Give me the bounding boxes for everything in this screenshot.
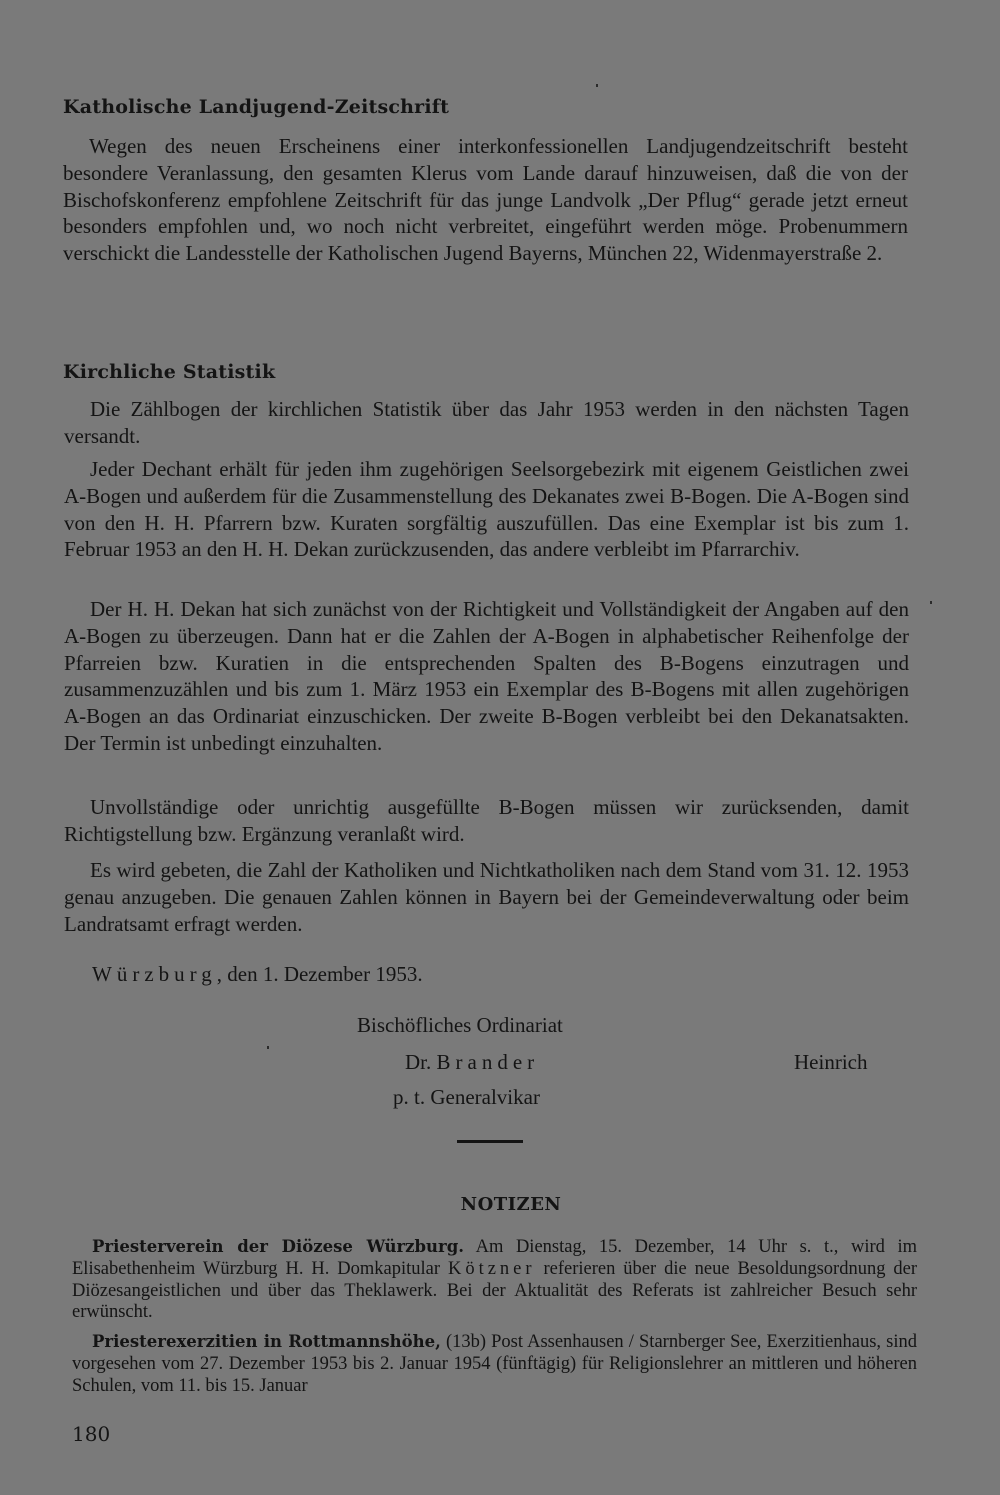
section-divider	[457, 1140, 523, 1143]
paragraph-statistik-4: Unvollständige oder unrichtig ausgefüllte B-Bogen müssen wir zurücksenden, damit Richtigstellung bzw. Ergänzung veranlaßt wird.	[64, 795, 909, 846]
page-number: 180	[72, 1422, 111, 1446]
paragraph-statistik-3: Der H. H. Dekan hat sich zunächst von der Richtigkeit und Vollständigkeit der Angaben auf den A-Bogen zu überzeugen. Dann hat er die Zahlen der A-Bogen in alphabetischer Reihenfolge der Pfarreien bzw. Kuratien in die entsprechenden Spalten des B-Bogens einzutragen und zusammenzuzählen und bis zum 1. März 1953 ein Exemplar des B-Bogens mit allen zugehörigen A-Bogen an das Ordinariat einzuschicken. Der zweite B-Bogen verbleibt bei den Dekanatsakten. Der Termin ist unbedingt einzuhalten.	[64, 597, 909, 755]
signature-surname: Brander	[436, 1050, 540, 1074]
paragraph-landjugend: Wegen des neuen Erscheinens einer interkonfessionellen Landjugendzeitschrift besteht besondere Veranlassung, den gesamten Klerus vom Lande darauf hinzuweisen, daß die von der Bischofskonferenz empfohlene Zeitschrift für das junge Landvolk „Der Pflug“ gerade jetzt erneut besonders empfohlen und, wo noch nicht verbreitet, eingeführt werden möge. Probenummern verschickt die Landesstelle der Katholischen Jugend Bayerns, München 22, Widenmayerstraße 2.	[63, 134, 908, 266]
dateline	[92, 962, 423, 987]
notiz-priesterverein: Priesterverein der Diözese Würzburg. Am Dienstag, 15. Dezember, 14 Uhr s. t., wird im Elisabethenheim Würzburg H. H. Domkapitular Kötzner referieren über die neue Besoldungsordnung der Diözesangeistlichen und über das Theklawerk. Bei der Aktualität des Referats ist zahlreicher Besuch sehr erwünscht.	[72, 1237, 917, 1323]
paragraph-statistik-2: Jeder Dechant erhält für jeden ihm zugehörigen Seelsorgebezirk mit eigenem Geistlichen zwei A-Bogen und außerdem für die Zusammenstellung des Dekanates zwei B-Bogen. Die A-Bogen sind von den H. H. Pfarrern bzw. Kuraten sorgfältig auszufüllen. Das eine Exemplar ist bis zum 1. Februar 1953 an den H. H. Dekan zurückzusenden, das andere verbleibt im Pfarrarchiv.	[64, 457, 909, 562]
signature-name	[405, 1050, 539, 1075]
signature-second-name: Heinrich	[794, 1050, 868, 1074]
signature-role: p. t. Generalvikar	[393, 1085, 540, 1109]
print-speck	[930, 601, 932, 604]
section-heading-statistik: Kirchliche Statistik	[63, 361, 276, 383]
section-heading-landjugend: Katholische Landjugend-Zeitschrift	[63, 96, 450, 118]
notiz-priesterverein-heading: Priesterverein der Diözese Würzburg.	[92, 1237, 465, 1256]
notiz-priesterexerzitien-heading: Priesterexerzitien in Rottmannshöhe,	[92, 1332, 441, 1351]
dateline-date: , den 1. Dezember 1953.	[216, 962, 423, 986]
notizen-heading: NOTIZEN	[460, 1194, 562, 1215]
print-speck	[267, 1046, 269, 1049]
dateline-place: Würzburg	[92, 962, 217, 986]
paragraph-statistik-5: Es wird gebeten, die Zahl der Katholiken und Nichtkatholiken nach dem Stand vom 31. 12. 1953 genau anzugeben. Die genauen Zahlen können in Bayern bei der Gemeindeverwaltung oder beim Landratsamt erfragt werden.	[64, 858, 909, 936]
notiz-speaker-name: Kötzner	[447, 1258, 536, 1279]
print-speck	[596, 84, 598, 87]
signature-office: Bischöfliches Ordinariat	[357, 1013, 563, 1037]
paragraph-statistik-1: Die Zählbogen der kirchlichen Statistik über das Jahr 1953 werden in den nächsten Tagen versandt.	[64, 397, 909, 448]
notiz-priesterexerzitien: Priesterexerzitien in Rottmannshöhe, (13b) Post Assenhausen / Starnberger See, Exerzitienhaus, sind vorgesehen vom 27. Dezember 1953 bis 2. Januar 1954 (fünftägig) für Religionslehrer an mittleren und höheren Schulen, vom 11. bis 15. Januar	[72, 1332, 917, 1396]
signature-title-prefix: Dr.	[405, 1050, 432, 1074]
